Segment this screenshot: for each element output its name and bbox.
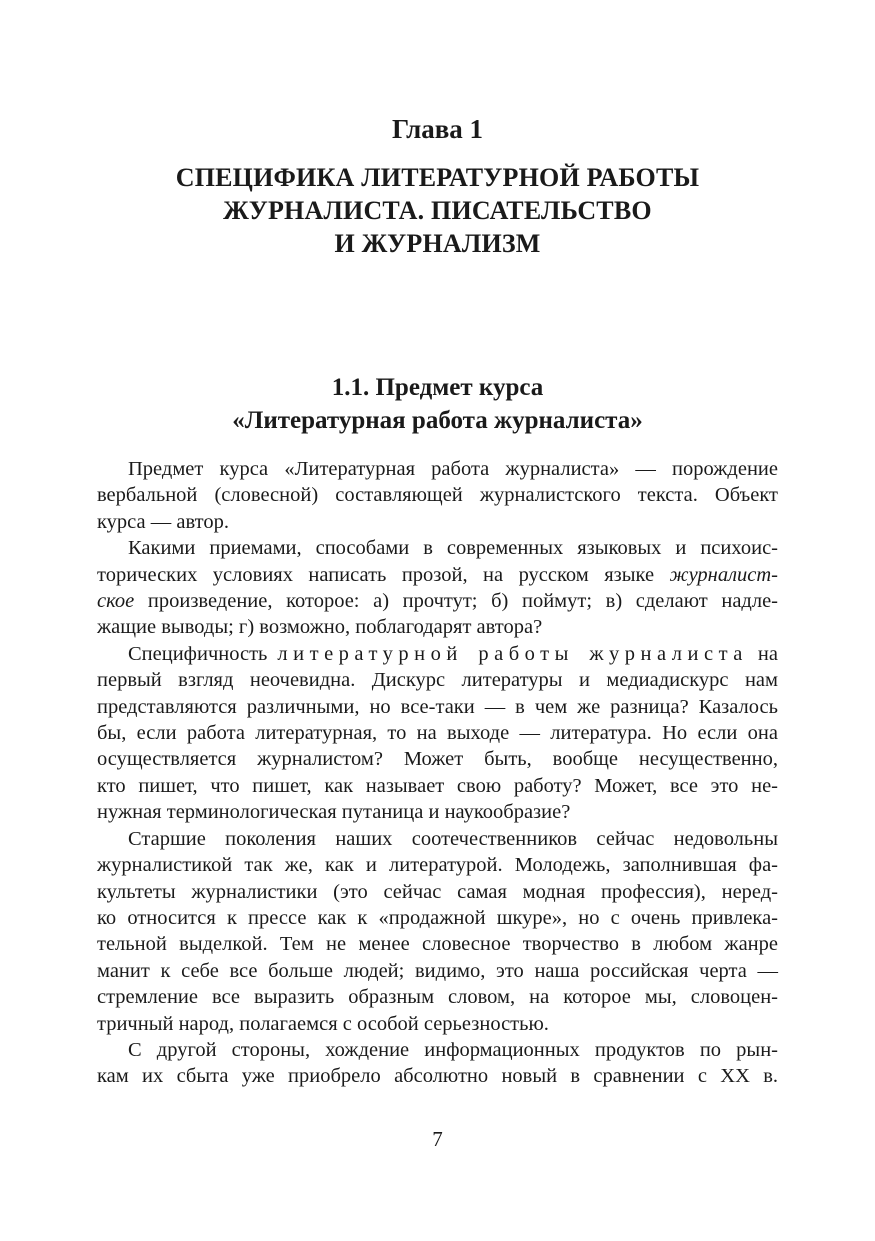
section-title-line: 1.1. Предмет курса bbox=[331, 374, 544, 401]
text-line: первый взгляд неочевидна. Дискурс литературы и медиадискурс нам bbox=[97, 669, 778, 692]
text-line: жащие выводы; г) возможно, поблагодарят автора? bbox=[97, 616, 543, 639]
page-number: 7 bbox=[432, 1127, 443, 1151]
chapter-title bbox=[90, 161, 785, 260]
section-title-line: «Литературная работа журналиста» bbox=[232, 407, 643, 434]
chapter-title-line: И ЖУРНАЛИЗМ bbox=[334, 229, 541, 258]
text-run: произведение, которое: а) прочтут; б) поймут; в) сделают надле- bbox=[134, 590, 778, 613]
paragraph-2 bbox=[97, 535, 778, 641]
text-line: Предмет курса «Литературная работа журналиста» — порождение bbox=[128, 458, 778, 480]
spaced-emphasis-run: литературной работы журналиста bbox=[277, 642, 748, 665]
italic-run: журналист- bbox=[669, 563, 778, 586]
chapter-label: Глава 1 bbox=[391, 114, 484, 144]
text-line: ко относится к прессе как к «продажной шкуре», но с очень привлека- bbox=[97, 906, 778, 929]
text-line: Какими приемами, способами в современных языковых и психоис- bbox=[128, 537, 778, 560]
text-line: бы, если работа литературная, то на выходе — литература. Но если она bbox=[97, 722, 778, 745]
section-title bbox=[0, 371, 875, 437]
text-line: осуществляется журналистом? Может быть, вообще несущественно, bbox=[97, 748, 778, 771]
text-line: нужная терминологическая путаница и наукообразие? bbox=[97, 801, 571, 824]
text-line: Старшие поколения наших соотечественников сейчас недовольны bbox=[128, 827, 778, 850]
text-line: кто пишет, что пишет, как называет свою работу? Может, все это не- bbox=[97, 774, 778, 797]
text-line: культеты журналистики (это сейчас самая модная профессия), неред- bbox=[97, 880, 778, 903]
text-line: курса — автор. bbox=[97, 510, 229, 533]
text-line: вербальной (словесной) составляющей журналистского текста. Объект bbox=[97, 484, 778, 507]
text-line: стремление все выразить образным словом, на которое мы, словоцен- bbox=[97, 986, 778, 1009]
text-line bbox=[97, 641, 778, 667]
text-line: тельной выделкой. Тем не менее словесное творчество в любом жанре bbox=[97, 933, 778, 956]
text-line: С другой стороны, хождение информационных продуктов по рын- bbox=[128, 1038, 778, 1061]
text-line: кам их сбыта уже приобрело абсолютно новый в сравнении с XX в. bbox=[97, 1065, 778, 1088]
text-line: журналистикой так же, как и литературой. Молодежь, заполнившая фа- bbox=[97, 854, 778, 877]
paragraph-5 bbox=[97, 1037, 778, 1090]
text-line: тричный народ, полагаемся с особой серьезностью. bbox=[97, 1012, 549, 1035]
text-line: манит к себе все больше людей; видимо, это наша российская черта — bbox=[97, 959, 778, 982]
text-run: торических условиях написать прозой, на русском языке bbox=[97, 563, 670, 586]
paragraph-1 bbox=[97, 456, 778, 535]
text-line bbox=[97, 588, 778, 614]
chapter-title-line: ЖУРНАЛИСТА. ПИСАТЕЛЬСТВО bbox=[223, 196, 652, 225]
body-text bbox=[97, 456, 778, 1090]
text-run: на bbox=[747, 642, 778, 665]
chapter-title-line: СПЕЦИФИКА ЛИТЕРАТУРНОЙ РАБОТЫ bbox=[175, 163, 700, 192]
text-run: Специфичность bbox=[128, 642, 278, 665]
text-line: представляются различными, но все-таки — в чем же разница? Казалось bbox=[97, 695, 778, 718]
italic-run: ское bbox=[97, 590, 135, 613]
text-line bbox=[97, 562, 778, 588]
paragraph-4 bbox=[97, 826, 778, 1037]
paragraph-3 bbox=[97, 641, 778, 826]
